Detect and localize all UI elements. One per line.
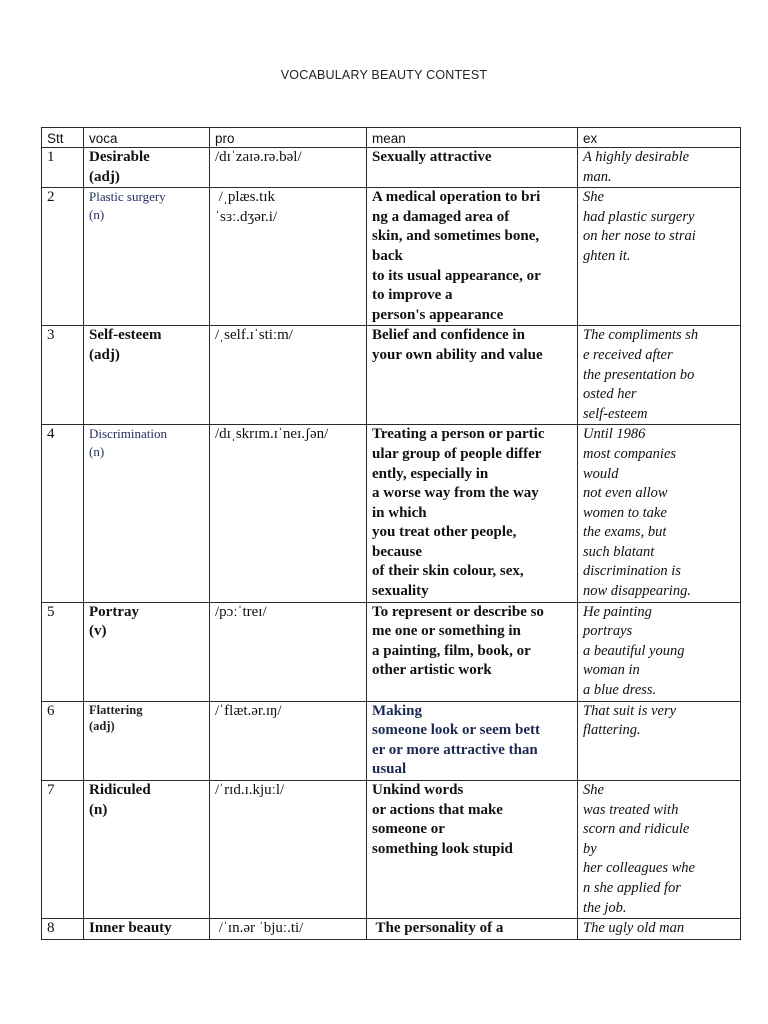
part-of-speech: (n) [89,207,105,223]
mean-line: something look stupid [372,840,513,857]
cell-voca [84,188,210,326]
mean-line: person's appearance [372,306,504,323]
header-stt: Stt [42,128,84,148]
cell-stt [42,425,84,602]
table-row [42,919,741,940]
mean-line: someone look or seem bett [372,722,541,739]
pro-line: /ˈɪn.ər ˈbjuː.ti/ [215,920,304,937]
ex-line: women to take [583,504,667,521]
ex-line: osted her [583,386,637,403]
mean-line: Sexually attractive [372,149,492,165]
header-pro: pro [210,128,367,148]
table-row [42,425,741,602]
cell-meaning [367,188,578,326]
cell-example [578,602,741,701]
row-number: 6 [47,702,55,719]
ex-line: woman in [583,662,640,679]
mean-line: The personality of a [372,920,504,937]
cell-meaning [367,602,578,701]
cell-pronunciation [210,326,367,425]
part-of-speech: (v) [89,623,107,640]
cell-example [578,188,741,326]
mean-line: Belief and confidence in [372,327,525,344]
mean-line: er or more attractive than [372,741,538,758]
vocab-word: Portray [89,603,139,620]
cell-stt [42,326,84,425]
ex-line: That suit is very [583,702,677,719]
vocabulary-table [41,127,741,940]
mean-line: of their skin colour, sex, [372,563,524,580]
ex-line: by [583,840,597,857]
mean-line: to its usual appearance, or [372,267,541,284]
ex-line: was treated with [583,801,679,818]
cell-voca [84,326,210,425]
ex-line: self-esteem [583,405,648,422]
cell-stt [42,781,84,919]
mean-line: To represent or describe so [372,603,544,620]
ex-line: She [583,782,604,798]
cell-pronunciation [210,425,367,602]
mean-line: someone or [372,821,445,838]
mean-line: back [372,247,403,264]
ex-line: She [583,189,604,206]
cell-meaning [367,425,578,602]
ex-line: scorn and ridicule [583,821,690,838]
cell-meaning [367,326,578,425]
table-row [42,602,741,701]
table-row [42,781,741,919]
ex-line: not even allow [583,485,668,502]
table-row [42,326,741,425]
vocab-word: Ridiculed [89,782,151,798]
cell-meaning [367,919,578,940]
mean-line: or actions that make [372,801,503,818]
row-number: 7 [47,782,55,798]
vocab-word: Inner beauty [89,920,172,937]
cell-pronunciation [210,602,367,701]
header-mean: mean [367,128,578,148]
ex-line: such blatant [583,543,655,560]
pro-line: /ˈrɪd.ɪ.kjuːl/ [215,782,285,798]
cell-pronunciation [210,919,367,940]
cell-example [578,148,741,188]
ex-line: the exams, but [583,524,667,541]
vocab-word: Flattering [89,702,143,717]
ex-line: now disappearing. [583,583,691,600]
cell-stt [42,188,84,326]
row-number: 4 [47,426,55,443]
ex-line: had plastic surgery [583,208,695,225]
cell-stt [42,701,84,780]
cell-voca [84,781,210,919]
mean-line: other artistic work [372,662,492,679]
cell-meaning [367,148,578,188]
mean-line: Treating a person or partic [372,426,545,443]
vocab-word: Discrimination [89,426,167,442]
part-of-speech: (n) [89,801,108,818]
part-of-speech: (n) [89,444,105,460]
ex-line: portrays [583,623,633,640]
mean-line: ently, especially in [372,465,489,482]
cell-pronunciation [210,148,367,188]
ex-line: e received after [583,346,673,363]
mean-line: sexuality [372,583,429,600]
cell-voca [84,148,210,188]
cell-stt [42,148,84,188]
cell-voca [84,701,210,780]
cell-stt [42,602,84,701]
mean-line: because [372,543,422,560]
mean-line: your own ability and value [372,346,543,363]
cell-voca [84,919,210,940]
mean-line: Making [372,702,423,719]
vocab-word: Desirable [89,149,150,165]
ex-line: most companies [583,445,677,462]
vocab-word: Self-esteem [89,327,162,344]
ex-line: would [583,465,619,482]
vocab-word: Plastic surgery [89,189,166,205]
cell-example [578,781,741,919]
cell-example [578,919,741,940]
ex-line: on her nose to strai [583,228,696,245]
header-ex: ex [578,128,741,148]
ex-line: the job. [583,899,627,916]
pro-line: /pɔːˈtreɪ/ [215,603,267,620]
pro-line: /ˈflæt.ər.ɪŋ/ [215,702,282,719]
cell-example [578,326,741,425]
header-voca: voca [84,128,210,148]
row-number: 8 [47,920,55,937]
table-row [42,701,741,780]
cell-pronunciation [210,188,367,326]
mean-line: me one or something in [372,623,521,640]
pro-line: /ˌplæs.tɪk [215,189,276,206]
ex-line: discrimination is [583,563,681,580]
ex-line: The ugly old man [583,920,685,937]
mean-line: Unkind words [372,782,464,798]
ex-line: the presentation bo [583,366,695,383]
mean-line: skin, and sometimes bone, [372,228,540,245]
ex-line: He painting [583,603,652,620]
cell-pronunciation [210,781,367,919]
ex-line: Until 1986 [583,426,646,443]
pro-line: /dɪˈzaɪə.rə.bəl/ [215,149,302,165]
table-header-row [42,128,741,148]
document-title: VOCABULARY BEAUTY CONTEST [280,68,488,82]
cell-meaning [367,701,578,780]
part-of-speech: (adj) [89,346,120,363]
row-number: 3 [47,327,55,344]
row-number: 5 [47,603,55,620]
cell-voca [84,602,210,701]
ex-line: The compliments sh [583,327,699,344]
ex-line: ghten it. [583,247,631,264]
ex-line: A highly desirable [583,149,690,165]
mean-line: a worse way from the way [372,485,539,502]
cell-voca [84,425,210,602]
cell-stt [42,919,84,940]
mean-line: to improve a [372,287,453,304]
row-number: 1 [47,149,55,165]
pro-line: /dɪˌskrɪm.ɪˈneɪ.ʃən/ [215,426,329,443]
table-row [42,188,741,326]
mean-line: in which [372,504,427,521]
cell-example [578,701,741,780]
mean-line: you treat other people, [372,524,517,541]
cell-example [578,425,741,602]
mean-line: a painting, film, book, or [372,642,531,659]
cell-meaning [367,781,578,919]
ex-line: a beautiful young [583,642,685,659]
ex-line: her colleagues whe [583,860,695,877]
part-of-speech: (adj) [89,718,115,733]
part-of-speech: (adj) [89,168,120,185]
pro-line: /ˌself.ɪˈstiːm/ [215,327,293,344]
mean-line: ular group of people differ [372,445,542,462]
ex-line: n she applied for [583,879,681,896]
ex-line: man. [583,168,612,185]
mean-line: usual [372,761,407,778]
mean-line: A medical operation to bri [372,189,541,206]
cell-pronunciation [210,701,367,780]
ex-line: a blue dress. [583,682,657,699]
ex-line: flattering. [583,722,641,739]
table-row [42,148,741,188]
mean-line: ng a damaged area of [372,208,510,225]
row-number: 2 [47,189,55,206]
pro-line: ˈsɜː.dʒər.i/ [215,208,278,225]
